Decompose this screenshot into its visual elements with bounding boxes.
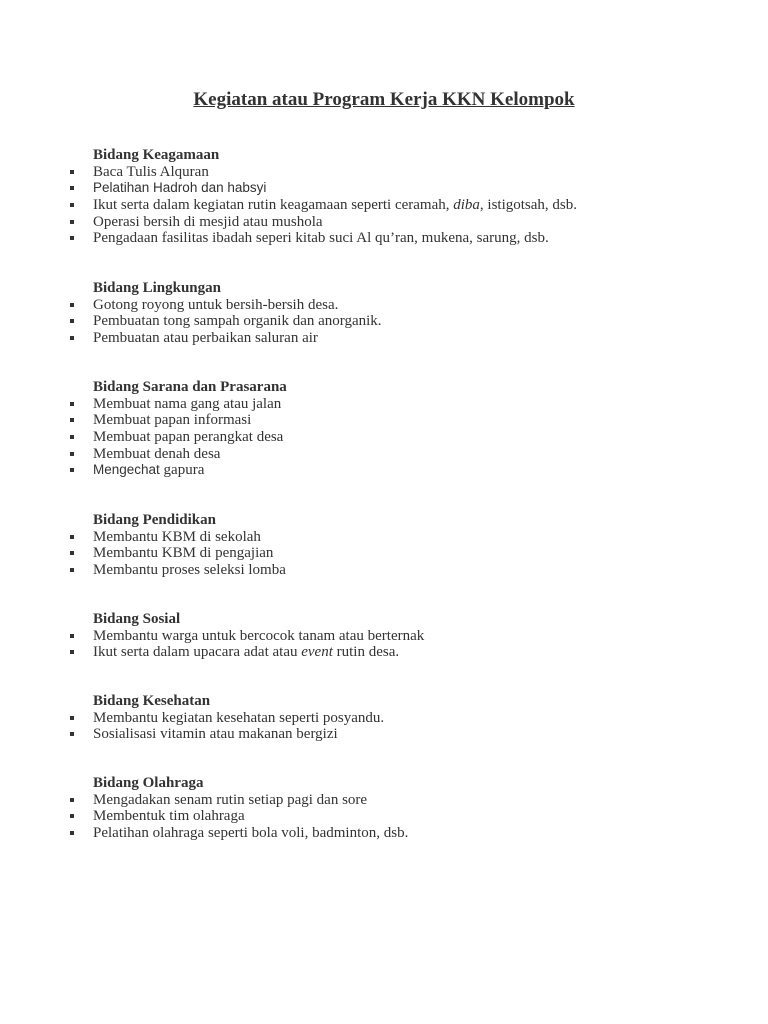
list-item: [0, 792, 768, 809]
item-list: [0, 792, 768, 842]
item-text: gapura: [159, 462, 205, 479]
list-item: [0, 562, 768, 579]
section-sosial: [0, 611, 768, 661]
bullet-icon: [70, 170, 74, 174]
bullet-icon: [70, 551, 74, 555]
list-item: [0, 726, 768, 743]
bullet-icon: [70, 220, 74, 224]
section-heading: Bidang Sosial: [93, 611, 181, 627]
bullet-icon: [70, 236, 74, 240]
item-text: rutin desa.: [332, 644, 400, 661]
bullet-icon: [70, 402, 74, 406]
item-text: Mengechat: [93, 462, 160, 478]
item-italic-text: diba: [453, 197, 480, 214]
bullet-icon: [70, 634, 74, 638]
list-item: [0, 230, 768, 247]
bullet-icon: [70, 303, 74, 307]
list-item: [0, 214, 768, 231]
item-text: Membuat denah desa: [93, 445, 221, 462]
item-text: Pembuatan tong sampah organik dan anorganik.: [93, 313, 382, 330]
list-item: [0, 462, 768, 479]
list-item: [0, 197, 768, 214]
list-item: [0, 644, 768, 661]
item-text: Membantu kegiatan kesehatan seperti posyandu.: [93, 709, 385, 726]
list-item: [0, 412, 768, 429]
item-text: Membuat nama gang atau jalan: [93, 395, 282, 412]
bullet-icon: [70, 650, 74, 654]
section-heading: Bidang Kesehatan: [93, 693, 211, 709]
item-text: Membantu KBM di pengajian: [93, 545, 274, 562]
section-pendidikan: [0, 512, 768, 579]
item-text: , istigotsah, dsb.: [479, 197, 578, 214]
section-kesehatan: [0, 693, 768, 743]
item-list: [0, 710, 768, 743]
section-heading: Bidang Pendidikan: [93, 512, 216, 528]
list-item: [0, 545, 768, 562]
item-text: Membentuk tim olahraga: [93, 808, 245, 825]
section-sarana-prasarana: [0, 379, 768, 479]
list-item: [0, 808, 768, 825]
bullet-icon: [70, 452, 74, 456]
section-heading: Bidang Keagamaan: [93, 147, 220, 163]
item-list: [0, 164, 768, 247]
list-item: [0, 164, 768, 181]
bullet-icon: [70, 535, 74, 539]
item-list: [0, 396, 768, 479]
list-item: [0, 330, 768, 347]
item-text: Operasi bersih di mesjid atau mushola: [93, 213, 323, 230]
list-item: [0, 446, 768, 463]
section-heading: Bidang Lingkungan: [93, 280, 221, 296]
item-text: Baca Tulis Alquran: [93, 163, 209, 180]
item-text: Mengadakan senam rutin setiap pagi dan sore: [93, 791, 368, 808]
section-keagamaan: [0, 147, 768, 247]
list-item: [0, 825, 768, 842]
list-item: [0, 313, 768, 330]
item-text: Membuat papan informasi: [93, 412, 252, 429]
section-heading: Bidang Olahraga: [93, 775, 204, 791]
item-italic-text: event: [301, 644, 333, 661]
bullet-icon: [70, 814, 74, 818]
bullet-icon: [70, 798, 74, 802]
item-text: Pelatihan olahraga seperti bola voli, badminton, dsb.: [93, 825, 409, 842]
bullet-icon: [70, 418, 74, 422]
list-item: [0, 297, 768, 314]
item-text: Ikut serta dalam upacara adat atau: [93, 644, 302, 661]
bullet-icon: [70, 435, 74, 439]
item-text: Pengadaan fasilitas ibadah seperi kitab suci Al qu’ran, mukena, sarung, dsb.: [93, 230, 549, 247]
bullet-icon: [70, 319, 74, 323]
bullet-icon: [70, 468, 74, 472]
section-heading: Bidang Sarana dan Prasarana: [93, 379, 287, 395]
item-text: Gotong royong untuk bersih-bersih desa.: [93, 296, 339, 313]
list-item: [0, 529, 768, 546]
document-title: Kegiatan atau Program Kerja KKN Kelompok: [193, 89, 575, 110]
section-lingkungan: [0, 280, 768, 347]
bullet-icon: [70, 203, 74, 207]
item-text: Pembuatan atau perbaikan saluran air: [93, 330, 318, 347]
bullet-icon: [70, 732, 74, 736]
list-item: [0, 396, 768, 413]
list-item: [0, 429, 768, 446]
section-olahraga: [0, 775, 768, 842]
item-text: Pelatihan Hadroh dan habsyi: [93, 180, 267, 196]
bullet-icon: [70, 831, 74, 835]
bullet-icon: [70, 568, 74, 572]
item-text: Membantu proses seleksi lomba: [93, 562, 286, 579]
item-text: Membuat papan perangkat desa: [93, 429, 284, 446]
item-text: Ikut serta dalam kegiatan rutin keagamaan seperti ceramah,: [93, 197, 454, 214]
list-item: [0, 180, 768, 197]
item-list: [0, 529, 768, 579]
item-text: Membantu KBM di sekolah: [93, 528, 261, 545]
bullet-icon: [70, 716, 74, 720]
bullet-icon: [70, 336, 74, 340]
list-item: [0, 710, 768, 727]
list-item: [0, 628, 768, 645]
item-text: Membantu warga untuk bercocok tanam atau berternak: [93, 627, 425, 644]
item-text: Sosialisasi vitamin atau makanan bergizi: [93, 726, 338, 743]
item-list: [0, 297, 768, 347]
item-list: [0, 628, 768, 661]
bullet-icon: [70, 186, 74, 190]
